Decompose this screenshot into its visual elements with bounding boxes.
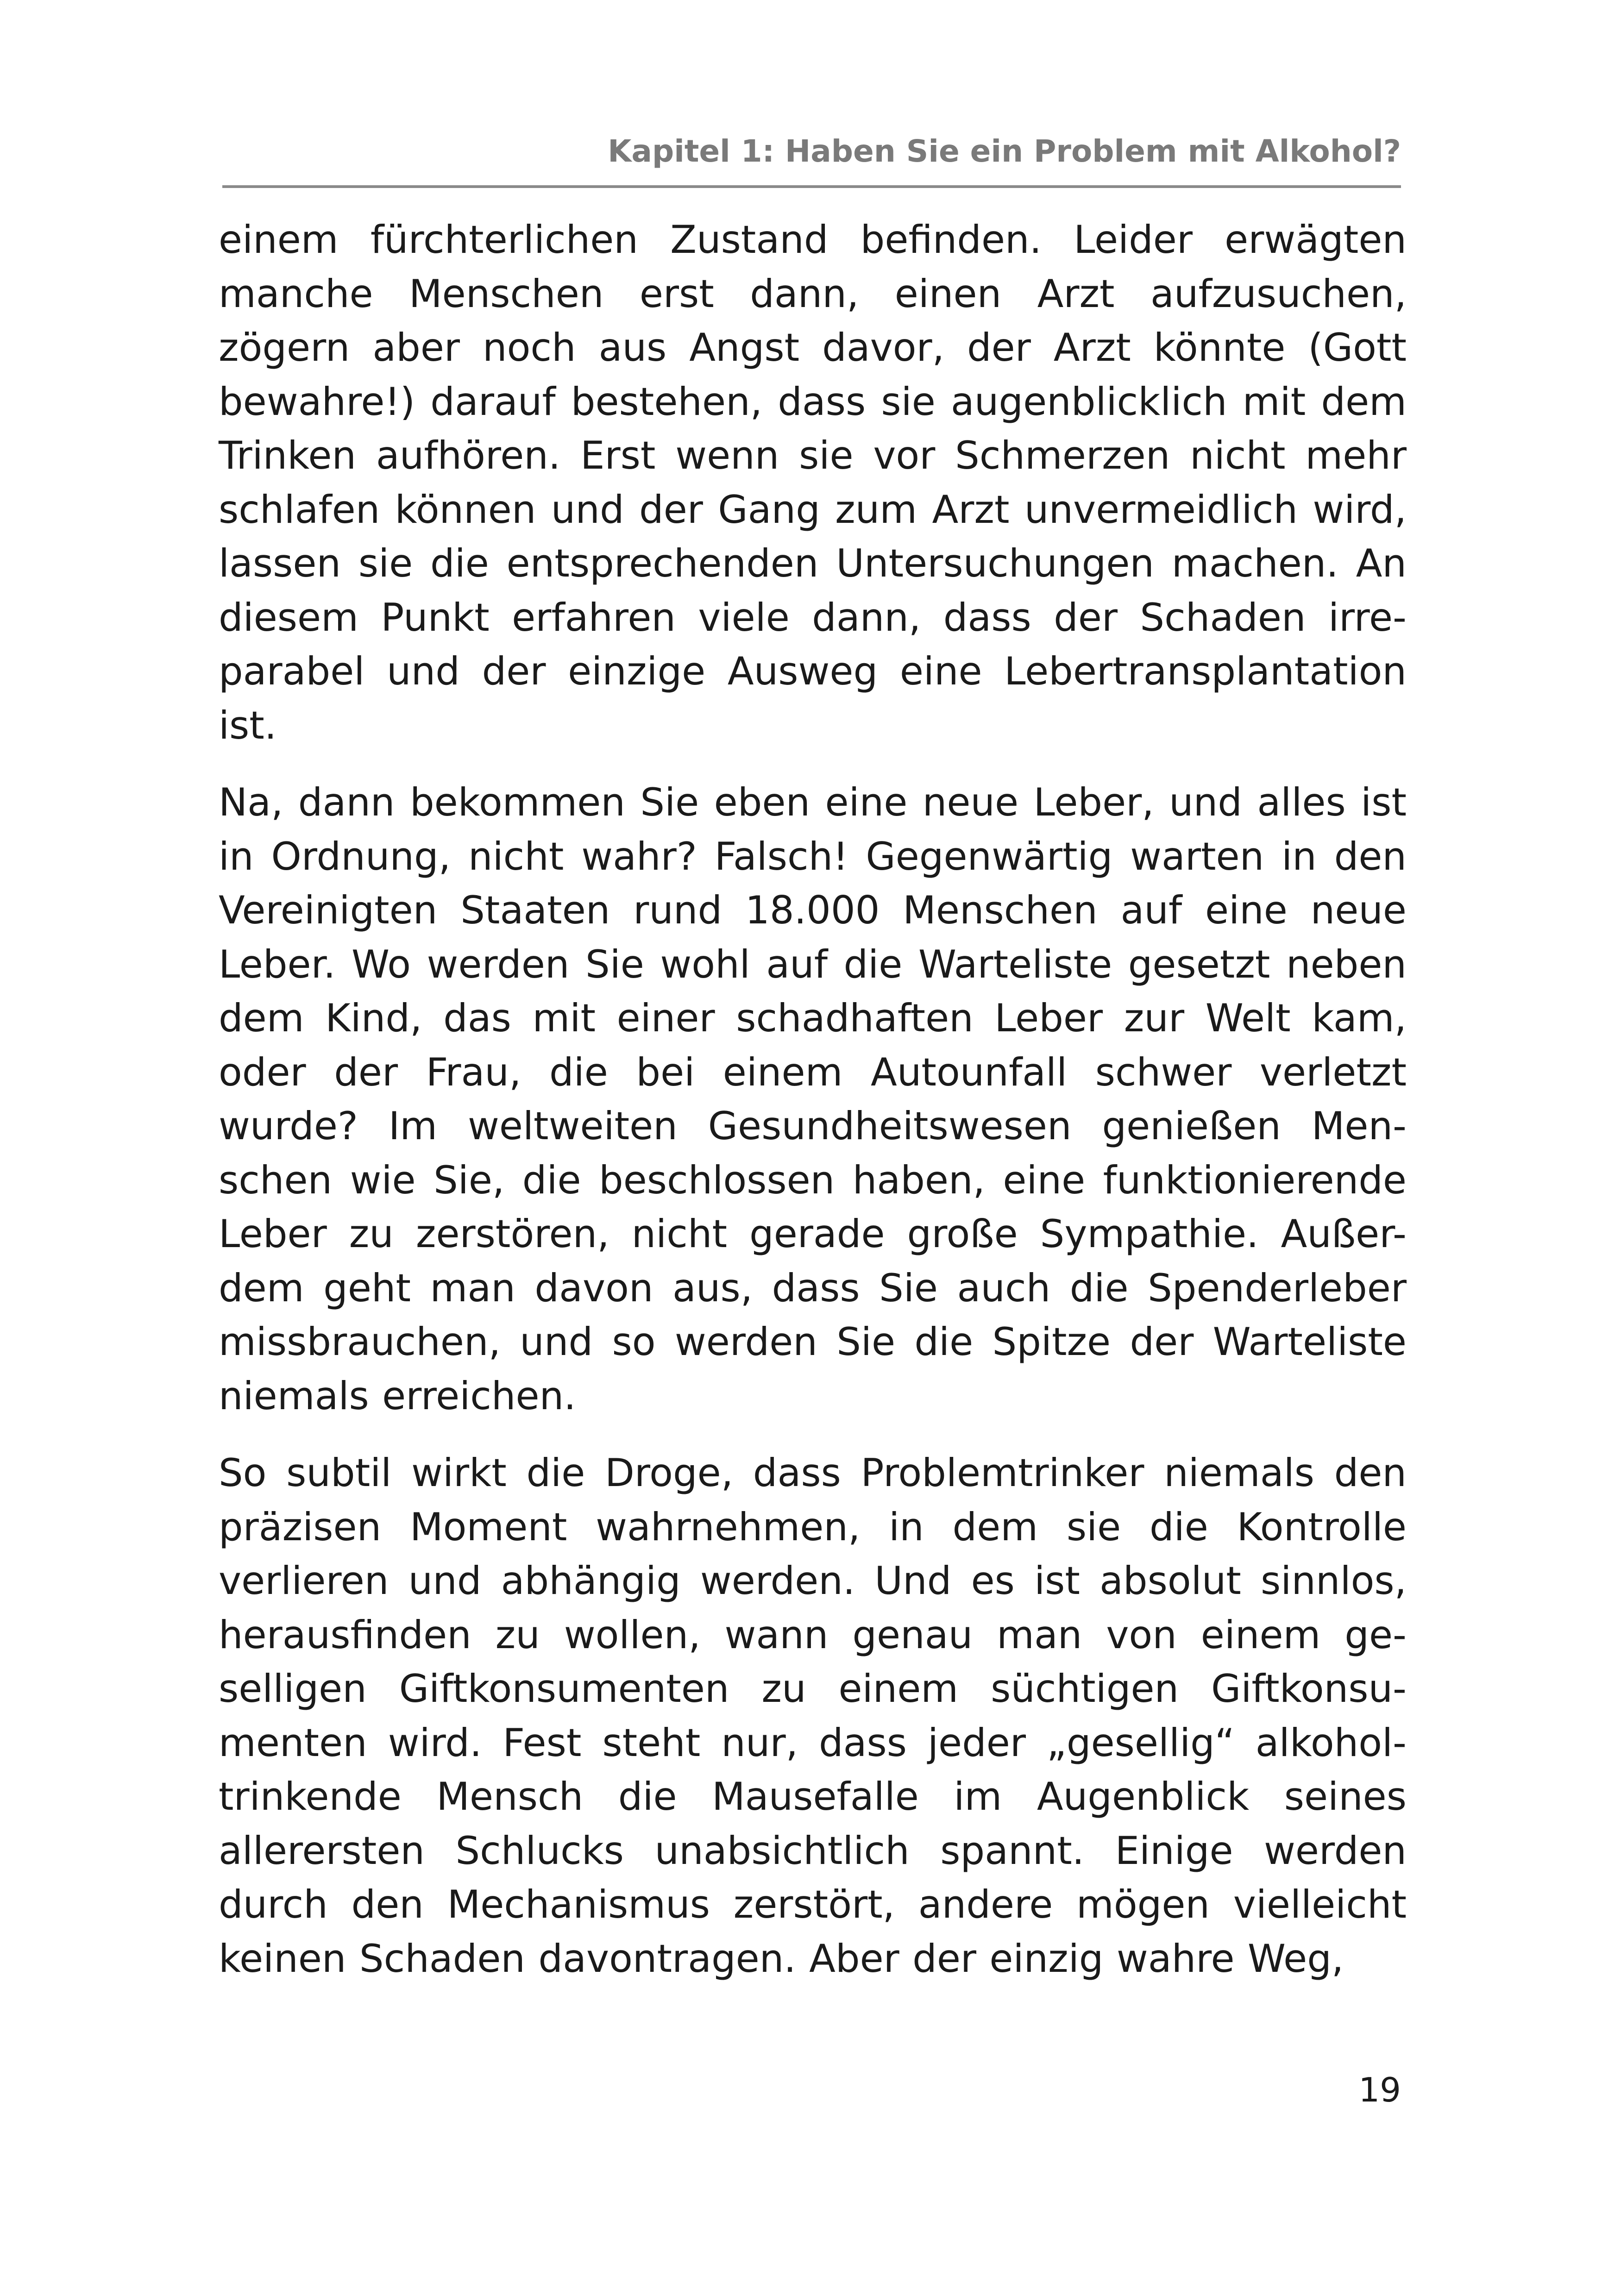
paragraph: einem fürchterlichen Zustand befinden. Leider erwägten manche Menschen erst dann, einen Arzt aufzusuchen, zögern aber noch aus Angst davor, der Arzt könnte (Gott bewahre!) darauf bestehen, dass sie augenblicklich mit dem Trinken aufhören. Erst wenn sie vor Schmerzen nicht mehr schlafen können und der Gang zum Arzt unvermeidlich wird, lassen sie die entsprechenden Untersuchungen machen. An diesem Punkt erfahren viele dann, dass der Schaden irre-parabel und der einzige Ausweg eine Lebertransplantation ist. [219, 217, 1407, 748]
page-number: 19 [1358, 2070, 1401, 2109]
header-divider [222, 185, 1401, 188]
paragraph: So subtil wirkt die Droge, dass Problemtrinker niemals den präzisen Moment wahrnehmen, in dem sie die Kontrolle verlieren und abhängig werden. Und es ist absolut sinnlos, herausfinden zu wollen, wann genau man von einem ge-selligen Giftkonsumenten zu einem süchtigen Giftkonsu-menten wird. Fest steht nur, dass jeder „gesellig“ alkohol-trinkende Mensch die Mausefalle im Augenblick seines allerersten Schlucks unabsichtlich spannt. Einige werden durch den Mechanismus zerstört, andere mögen vielleicht keinen Schaden davontragen. Aber der einzig wahre Weg, [219, 1450, 1407, 1981]
paragraph: Na, dann bekommen Sie eben eine neue Leber, und alles ist in Ordnung, nicht wahr? Falsch! Gegenwärtig warten in den Vereinigten Staaten rund 18.000 Menschen auf eine neue Leber. Wo werden Sie wohl auf die Warteliste gesetzt neben dem Kind, das mit einer schadhaften Leber zur Welt kam, oder der Frau, die bei einem Autounfall schwer verletzt wurde? Im weltweiten Gesundheitswesen genießen Men-schen wie Sie, die beschlossen haben, eine funktionierende Leber zu zerstören, nicht gerade große Sympathie. Außer-dem geht man davon aus, dass Sie auch die Spenderleber missbrauchen, und so werden Sie die Spitze der Warteliste niemals erreichen. [219, 780, 1407, 1418]
running-header: Kapitel 1: Haben Sie ein Problem mit Alkohol? [608, 133, 1401, 169]
body-text [219, 213, 1407, 1986]
